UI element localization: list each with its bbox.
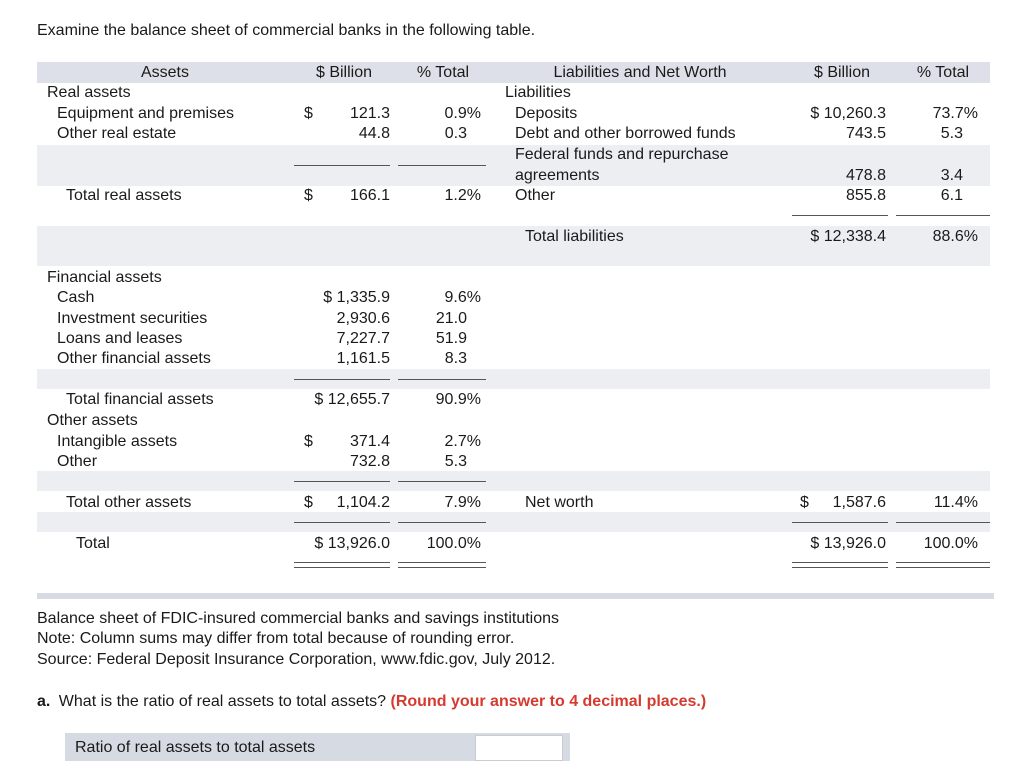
pct-debt: 5.3 — [940, 125, 963, 142]
pct-equipment: 0.9% — [444, 105, 481, 122]
pct-net-worth: 11.4% — [933, 494, 978, 511]
value-loans: 7,227.7 — [336, 330, 390, 347]
label-equipment: Equipment and premises — [57, 105, 234, 122]
pct-total-assets: 100.0% — [426, 535, 481, 552]
value-total-real: 166.1 — [349, 187, 390, 204]
label-investment: Investment securities — [57, 310, 208, 327]
header-billion-left: $ Billion — [315, 64, 373, 81]
row-band — [37, 471, 990, 491]
header-billion-right: $ Billion — [813, 64, 871, 81]
question-instruction: (Round your answer to 4 decimal places.) — [390, 693, 707, 710]
dollar-intangible: $ — [304, 433, 313, 450]
question-letter: a. — [37, 693, 51, 710]
rule — [398, 522, 486, 523]
label-loans: Loans and leases — [57, 330, 183, 347]
double-rule — [792, 562, 888, 568]
rule — [896, 522, 990, 523]
label-total-other-assets: Total other assets — [66, 494, 192, 511]
label-net-worth: Net worth — [525, 494, 594, 511]
pct-loans: 51.9 — [435, 330, 467, 347]
value-other-real-estate: 44.8 — [358, 125, 390, 142]
pct-total-liab-networth: 100.0% — [923, 535, 978, 552]
label-other-financial: Other financial assets — [57, 350, 211, 367]
label-deposits: Deposits — [515, 105, 578, 122]
value-other-liab: 855.8 — [845, 187, 886, 204]
header-assets: Assets — [140, 64, 189, 81]
pct-total-other: 7.9% — [444, 494, 481, 511]
pct-fed-funds: 3.4 — [940, 167, 963, 184]
label-intangible: Intangible assets — [57, 433, 178, 450]
value-debt: 743.5 — [845, 125, 886, 142]
row-band — [37, 369, 990, 389]
pct-deposits: 73.7% — [932, 105, 978, 122]
label-total-liabilities: Total liabilities — [525, 228, 624, 245]
answer-input[interactable] — [475, 735, 563, 761]
footnote-source: Source: Federal Deposit Insurance Corporation, www.fdic.gov, July 2012. — [37, 651, 556, 668]
dollar-total-real: $ — [304, 187, 313, 204]
rule — [896, 215, 990, 216]
dollar-total-other: $ — [304, 494, 313, 511]
section-other-assets: Other assets — [47, 412, 138, 429]
value-total-liabilities: $ 12,338.4 — [810, 228, 886, 245]
rule — [294, 522, 390, 523]
question-text: What is the ratio of real assets to total assets? — [58, 693, 387, 710]
rule — [792, 522, 888, 523]
section-liabilities: Liabilities — [505, 84, 571, 101]
intro-text: Examine the balance sheet of commercial banks in the following table. — [37, 22, 536, 39]
pct-investment: 21.0 — [435, 310, 467, 327]
label-other-real-estate: Other real estate — [57, 125, 177, 142]
pct-other-real-estate: 0.3 — [444, 125, 467, 142]
pct-other-financial: 8.3 — [444, 350, 467, 367]
value-cash: $ 1,335.9 — [323, 289, 390, 306]
rule — [398, 165, 486, 166]
footnote-caption: Balance sheet of FDIC-insured commercial banks and savings institutions — [37, 610, 560, 627]
double-rule — [398, 562, 486, 568]
label-debt: Debt and other borrowed funds — [515, 125, 736, 142]
rule — [294, 481, 390, 482]
value-total-other: 1,104.2 — [336, 494, 390, 511]
label-cash: Cash — [57, 289, 95, 306]
header-liabilities-networth: Liabilities and Net Worth — [553, 64, 727, 81]
value-fed-funds: 478.8 — [845, 167, 886, 184]
answer-label: Ratio of real assets to total assets — [75, 739, 316, 756]
rule — [792, 215, 888, 216]
header-pct-right: % Total — [916, 64, 970, 81]
pct-other: 5.3 — [444, 453, 467, 470]
value-net-worth: 1,587.6 — [832, 494, 886, 511]
value-other-financial: 1,161.5 — [336, 350, 390, 367]
section-financial-assets: Financial assets — [47, 269, 162, 286]
value-equipment: 121.3 — [349, 105, 390, 122]
section-real-assets: Real assets — [47, 84, 131, 101]
pct-intangible: 2.7% — [444, 433, 481, 450]
label-fed-funds-2: agreements — [515, 167, 600, 184]
dollar-net-worth: $ — [800, 494, 809, 511]
value-total-assets: $ 13,926.0 — [314, 535, 390, 552]
pct-total-liabilities: 88.6% — [932, 228, 978, 245]
footnote-note: Note: Column sums may differ from total because of rounding error. — [37, 630, 515, 647]
value-total-financial: $ 12,655.7 — [314, 391, 390, 408]
value-investment: 2,930.6 — [336, 310, 390, 327]
double-rule — [896, 562, 990, 568]
value-deposits: $ 10,260.3 — [810, 105, 886, 122]
rule — [294, 165, 390, 166]
label-other-liab: Other — [515, 187, 556, 204]
label-total: Total — [76, 535, 110, 552]
dollar-equipment: $ — [304, 105, 313, 122]
label-other: Other — [57, 453, 98, 470]
label-total-real-assets: Total real assets — [66, 187, 182, 204]
label-fed-funds-1: Federal funds and repurchase — [515, 146, 729, 163]
double-rule — [294, 562, 390, 568]
header-pct-left: % Total — [416, 64, 470, 81]
rule — [398, 379, 486, 380]
row-band — [37, 246, 990, 266]
label-total-financial: Total financial assets — [66, 391, 214, 408]
rule — [398, 481, 486, 482]
value-total-liab-networth: $ 13,926.0 — [810, 535, 886, 552]
question-a — [37, 692, 706, 712]
value-other: 732.8 — [349, 453, 390, 470]
pct-cash: 9.6% — [444, 289, 481, 306]
pct-total-real: 1.2% — [444, 187, 481, 204]
value-intangible: 371.4 — [349, 433, 390, 450]
pct-total-financial: 90.9% — [435, 391, 481, 408]
rule — [294, 379, 390, 380]
pct-other-liab: 6.1 — [940, 187, 963, 204]
table-footer-bar — [37, 593, 994, 599]
